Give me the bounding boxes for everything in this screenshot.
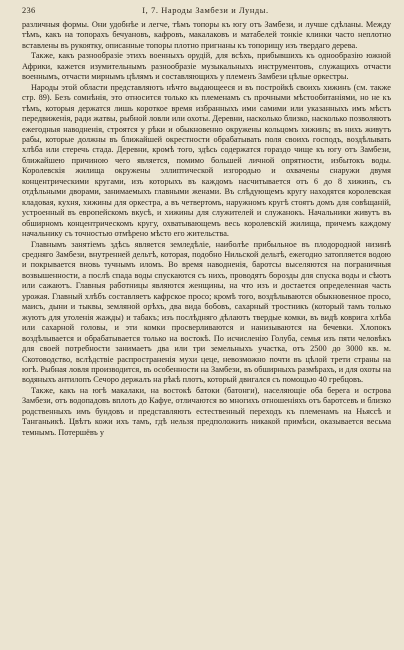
running-head: I, 7. Народы Замбези и Лунды.	[142, 6, 269, 15]
paragraph: различныя формы. Они удобнѣе и легче, тѣмъ топоры къ югу отъ Замбези, и лучше сдѣланы. Между тѣмъ, какъ на топорахъ бечуановъ, кафровъ, макалаковъ и матабелей тонкіе клинки часто неплотно вставлены въ рукоятку, описанные топоры плотно пригнаны къ топорищу изъ твердаго дерева.	[22, 20, 391, 50]
paragraph: Главнымъ занятіемъ здѣсь является земледѣліе, наиболѣе прибыльное въ плодородной низинѣ средняго Замбези, внутренней дельтѣ, которая, подобно Нильской дельтѣ, ежегодно затопляется водою и покрывается вновь тучнымъ иломъ. Во время наводненія, баротсы выселяются на пограничныя возвышенности, а послѣ спада воды спускаются съ нихъ, проводятъ борозды для спуска воды и сѣютъ или сажаютъ. Главныя работницы являются женщины, на что изъ и достается определенная часть урожая. Главный хлѣбъ составляетъ кафрское просо; кромѣ того, воздѣлываются обыкновенное просо, маисъ, дыни и тыквы, земляной орѣхъ, два вида бобовъ, сахарный тростникъ (который тамъ только жуютъ для утоленія жажды) и табакъ; изъ послѣдняго дѣлаютъ твердые комки, въ видѣ коврига хлѣба или сахарной головы, и эти комки просверливаются и нанизываются на бечевки. Хлопокъ воздѣлывается и обрабатывается только на востокѣ. По исчисленію Голуба, семья изъ пяти человѣкъ для своей потребности занимаетъ два или три земельныхъ участка, отъ 2500 до 3000 кв. м. Скотоводство, вслѣдствіе распространенія мухи цеце, невозможно почти въ цѣлой трети страны на югѣ. Рыбная ловля производится, въ особенности на Замбези, въ обширныхъ размѣрахъ, и для охоты на водяныхъ антилопъ Сечоро держалъ на рѣкѣ плотъ, который двигался съ помощью 40 гребцовъ.	[22, 239, 391, 385]
paragraph: Народы этой области представляютъ нѣчто выдающееся и въ постройкѣ своихъ хижинъ (см. также стр. 89). Безъ сомнѣнія, это относится только къ племенамъ съ прочными мѣстообитаніями, но не къ тѣмъ, которыя держатся лишь короткое время избранныхъ ими самими или указанныхъ имъ мѣстъ передвиженія, ради жатвы, рыбной ловли или охоты. Деревни, насколько близко, насколько позволяютъ ежегодныя наводненія, строятся у рѣки и обыкновенно окружены кольцомъ хижинъ; въ нихъ живутъ рабы, которые должны въ ближайшей окрестности обрабатывать поля своихъ господъ, воздѣлывать хлѣба или стеречь стада. Деревни, кромѣ того, здѣсь содержатся гораздо чище къ югу отъ Замбези, ближайшею причиною чего является, помимо большей личной опрятности, избытокъ воды. Королевскія жилища окружены эллиптической изгородью и охвачены снаружи двумя концентрическими кругами, изъ которыхъ въ каждомъ насчитывается отъ 6 до 8 хижинъ, съ отдѣльными дворами, занимаемыхъ главными женами. Въ слѣдующемъ кругу находятся королевская кладовая, кухня, хижины для оркестра, а въ четвертомъ, наружномъ кругѣ стоятъ домъ для совѣщаній, устроенный въ европейскомъ вкусѣ, и хижины для служителей и служанокъ. Начальники живутъ въ обширномъ концентрическомъ кругу, охватывающемъ весь королевскій жилища, причемъ каждому начальнику съ точностью отмѣрено мѣсто его жительства.	[22, 82, 391, 239]
page-number: 236	[22, 6, 36, 15]
page-body	[22, 20, 391, 438]
paragraph: Также, какъ разнообразіе этихъ военныхъ орудій, для всѣхъ, прибывшихъ къ однообразію южной Африки, кажется изумительнымъ разнообразіе музыкальныхъ инструментовъ, служащихъ отчасти военнымъ, отчасти мирнымъ цѣлямъ и составляющихъ у племенъ Замбези цѣлые оркестры.	[22, 51, 391, 82]
page-header	[22, 6, 391, 16]
paragraph: Также, какъ на югѣ макалаки, на востокѣ батоки (батонги), населяющіе оба берега и острова Замбези, отъ водопадовъ вплоть до Кафуе, отличаются во многихъ отношеніяхъ отъ баротсевъ и близко родственныхъ имъ бундовъ и представляютъ естественный переходъ къ племенамъ на Ньяссѣ и Танганьикѣ. Цвѣтъ кожи ихъ тамъ, гдѣ нельзя предположить никакой примѣси, оказывается весьма темнымъ. Потершёвъ у	[22, 385, 391, 437]
